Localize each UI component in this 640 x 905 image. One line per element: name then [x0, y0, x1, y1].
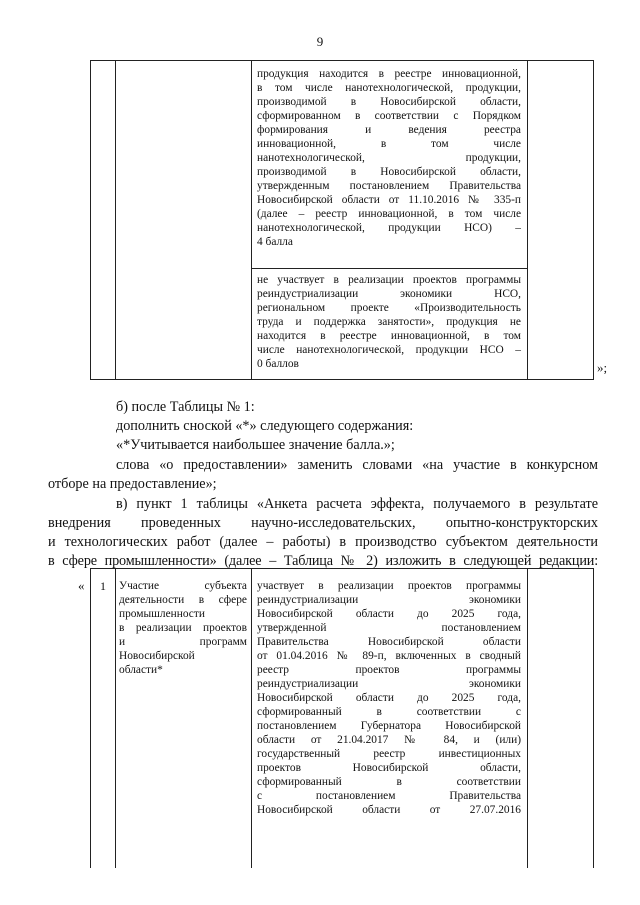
criteria-text-line: формирования и ведения реестра: [257, 124, 521, 136]
indicator-text-line: промышленности: [119, 608, 205, 620]
criteria-text-line: инновационной, в том числе: [257, 138, 521, 150]
indicator-text-line: области*: [119, 664, 163, 676]
paragraph-footnote-intro: дополнить сноской «*» следующего содержания:: [116, 418, 414, 434]
indicator-text-line: в реализации проектов: [119, 622, 247, 634]
criteria-text-line: нанотехнологической, продукции НСО) –: [257, 222, 521, 234]
criteria-cell-participating: [257, 579, 521, 817]
criteria-text-line: постановлением Губернатора Новосибирской: [257, 720, 521, 732]
table-column-divider: [115, 569, 116, 868]
indicator-text-line: Новосибирской: [119, 650, 195, 662]
criteria-text-line: 4 балла: [257, 236, 293, 248]
criteria-text-line: производимой в Новосибирской области,: [257, 166, 521, 178]
page-number: 9: [316, 34, 324, 49]
opening-quote: «: [78, 578, 85, 593]
criteria-text-line: (далее – реестр инновационной, в том числе: [257, 208, 521, 220]
paragraph-v-line3: и технологических работ (далее – работы) в производство субъектом деятельности: [48, 534, 598, 550]
criteria-text-line: сформированном в соответствии с Порядком: [257, 110, 521, 122]
criteria-text-line: реестр проектов программы: [257, 664, 521, 676]
criteria-text-line: с постановлением Правительства: [257, 790, 521, 802]
paragraph-v-line2: внедрения проведенных научно-исследовательских, опытно-конструкторских: [48, 515, 598, 531]
table-column-divider: [251, 569, 252, 868]
table-row-divider: [251, 268, 527, 269]
table-two: [90, 568, 594, 868]
criteria-cell-not-participating: [257, 273, 521, 371]
indicator-text-line: деятельности в сфере: [119, 594, 247, 606]
criteria-text-line: от 01.04.2016 № 89-п, включенных в сводный: [257, 650, 521, 662]
criteria-text-line: утвержденным постановлением Правительства: [257, 180, 521, 192]
criteria-text-line: проектов Новосибирской области,: [257, 762, 521, 774]
indicator-cell: [119, 579, 247, 677]
criteria-text-line: 0 баллов: [257, 358, 299, 370]
criteria-text-line: Новосибирской области до 2025 года,: [257, 608, 521, 620]
indicator-text-line: Участие субъекта: [119, 580, 247, 592]
criteria-text-line: Новосибирской области до 2025 года,: [257, 692, 521, 704]
indicator-text-line: и программ: [119, 636, 247, 648]
table-column-divider: [527, 61, 528, 379]
paragraph-footnote-text: «*Учитывается наибольшее значение балла.»;: [116, 437, 395, 453]
table-column-divider: [115, 61, 116, 379]
criteria-text-line: утвержденной постановлением: [257, 622, 521, 634]
criteria-text-line: реиндустриализации экономики: [257, 594, 521, 606]
criteria-text-line: Новосибирской области от 11.10.2016 № 335-п: [257, 194, 521, 206]
criteria-text-line: реиндустриализации экономики: [257, 678, 521, 690]
criteria-cell-registry: [257, 67, 521, 249]
paragraph-b: б) после Таблицы № 1:: [116, 399, 255, 415]
paragraph-v-line4: в сфере промышленности» (далее – Таблица № 2) изложить в следующей редакции:: [48, 553, 598, 569]
row-number: 1: [100, 579, 106, 593]
paragraph-replace-words-line2: отборе на предоставление»;: [48, 476, 217, 492]
criteria-text-line: области от 21.04.2017 № 84, и (или): [257, 734, 521, 746]
closing-quote: »;: [597, 360, 608, 375]
table-column-divider: [527, 569, 528, 868]
criteria-text-line: региональном проекте «Производительность: [257, 302, 521, 314]
criteria-text-line: нанотехнологической, продукции,: [257, 152, 521, 164]
criteria-text-line: участвует в реализации проектов программы: [257, 580, 521, 592]
criteria-text-line: Правительства Новосибирской области: [257, 636, 521, 648]
criteria-text-line: реиндустриализации экономики НСО,: [257, 288, 521, 300]
paragraph-v-line1: в) пункт 1 таблицы «Анкета расчета эффекта, получаемого в результате: [116, 496, 598, 512]
criteria-text-line: труда и поддержка занятости», продукция не: [257, 316, 521, 328]
criteria-text-line: в том числе нанотехнологической, продукции,: [257, 82, 521, 94]
criteria-text-line: сформированный в соответствии с: [257, 706, 521, 718]
criteria-text-line: числе нанотехнологической, продукции НСО –: [257, 344, 521, 356]
table-continuation: [90, 60, 594, 380]
criteria-text-line: находится в реестре инновационной, в том: [257, 330, 521, 342]
criteria-text-line: государственный реестр инвестиционных: [257, 748, 521, 760]
table-column-divider: [251, 61, 252, 379]
criteria-text-line: не участвует в реализации проектов программы: [257, 274, 521, 286]
criteria-text-line: Новосибирской области от 27.07.2016: [257, 804, 521, 816]
criteria-text-line: сформированный в соответствии: [257, 776, 521, 788]
paragraph-replace-words-line1: слова «о предоставлении» заменить словами «на участие в конкурсном: [116, 457, 598, 473]
criteria-text-line: продукция находится в реестре инновационной,: [257, 68, 521, 80]
criteria-text-line: производимой в Новосибирской области,: [257, 96, 521, 108]
